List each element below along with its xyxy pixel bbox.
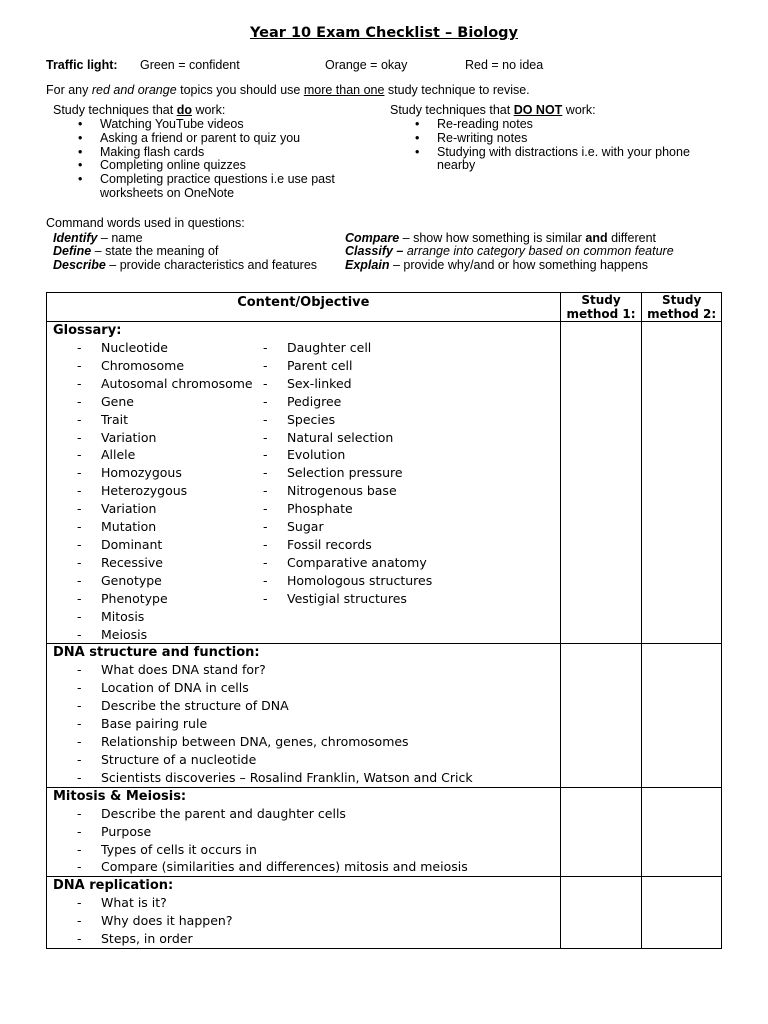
list-item-text: Homologous structures: [287, 572, 433, 588]
revise-note: [46, 83, 530, 97]
list-item: [77, 733, 560, 751]
do-not-work-heading-post: work:: [562, 103, 596, 117]
dash-bullet-icon: -: [77, 680, 82, 696]
section-title: Glossary:: [53, 323, 122, 338]
dash-bullet-icon: -: [77, 572, 82, 588]
do-work-item: Completing online quizzes: [100, 158, 246, 173]
document-title: Year 10 Exam Checklist – Biology: [249, 25, 519, 41]
list-item-text: Base pairing rule: [101, 716, 208, 732]
dna-structure-cell: [47, 644, 561, 787]
do-work-item-continued: worksheets on OneNote: [100, 185, 235, 200]
command-term: Describe: [53, 258, 106, 272]
list-item-text: Variation: [101, 429, 157, 445]
do-not-work-list: [415, 118, 690, 173]
list-item: [77, 482, 263, 500]
bullet-icon: •: [78, 144, 83, 159]
section-title: Mitosis & Meiosis:: [53, 788, 187, 804]
study-method-2-cell[interactable]: [642, 787, 722, 877]
dash-bullet-icon: -: [77, 393, 82, 409]
list-item: [263, 446, 533, 464]
list-item: [263, 464, 533, 482]
dash-bullet-icon: -: [77, 536, 82, 552]
list-item: [77, 554, 263, 572]
do-work-list: [78, 118, 335, 201]
list-item: [77, 894, 560, 912]
list-item: [77, 429, 263, 447]
list-item: [77, 339, 263, 357]
list-item: [77, 912, 560, 930]
column-header-method-1-line1: Study: [581, 293, 621, 307]
table-row: [47, 877, 722, 949]
list-item: [263, 482, 533, 500]
list-item-text: Describe the structure of DNA: [101, 698, 289, 714]
list-item-text: Trait: [101, 411, 128, 427]
list-item: [77, 841, 560, 859]
list-item-text: Mitosis: [101, 608, 145, 624]
list-item-text: Allele: [101, 447, 136, 463]
dash-bullet-icon: -: [77, 859, 82, 875]
dash-bullet-icon: -: [77, 375, 82, 391]
column-header-method-2-line1: Study: [661, 293, 702, 307]
dash-bullet-icon: -: [77, 751, 82, 767]
list-item: [77, 500, 263, 518]
table-row: [47, 787, 722, 877]
replication-list: [47, 894, 560, 948]
dash-bullet-icon: -: [263, 554, 268, 570]
list-item: [78, 173, 335, 187]
glossary-left-column: [77, 339, 263, 643]
list-item-text: Nucleotide: [101, 340, 168, 355]
list-item: [77, 751, 560, 769]
command-explain: [345, 258, 648, 272]
study-method-1-cell[interactable]: [560, 787, 642, 877]
dash-bullet-icon: -: [77, 662, 82, 678]
dash-bullet-icon: -: [263, 501, 268, 517]
list-item: [263, 375, 533, 393]
list-item: [77, 446, 263, 464]
list-item-text: Purpose: [101, 823, 152, 839]
list-item-text: Heterozygous: [101, 483, 188, 499]
list-item-text: Homozygous: [101, 465, 182, 481]
list-item-text: Structure of a nucleotide: [101, 751, 257, 767]
study-method-2-cell[interactable]: [642, 322, 722, 644]
list-item: [263, 590, 533, 608]
dash-bullet-icon: -: [77, 483, 82, 499]
list-item: [77, 590, 263, 608]
list-item-text: Parent cell: [287, 357, 353, 373]
study-method-1-cell[interactable]: [560, 322, 642, 644]
list-item-text: Sugar: [287, 519, 324, 535]
dash-bullet-icon: -: [77, 734, 82, 750]
do-not-work-heading-pre: Study techniques that: [390, 103, 514, 117]
bullet-icon: •: [415, 144, 420, 159]
list-item-text: Natural selection: [287, 429, 394, 445]
dash-bullet-icon: -: [77, 931, 82, 947]
list-item: [77, 464, 263, 482]
list-item: [263, 393, 533, 411]
command-def: different: [607, 231, 657, 245]
dash-bullet-icon: -: [77, 608, 82, 624]
command-def-bold: and: [585, 231, 608, 245]
dash-bullet-icon: -: [77, 357, 82, 373]
list-item: [77, 823, 560, 841]
list-item: [78, 159, 335, 173]
column-header-method-1: [560, 293, 642, 322]
do-not-work-item-continued: nearby: [437, 158, 476, 173]
bullet-icon: •: [78, 158, 83, 173]
list-item: [78, 132, 335, 146]
dash-bullet-icon: -: [77, 411, 82, 427]
traffic-green: Green = confident: [140, 58, 240, 72]
command-def: arrange into category based on common feature: [403, 244, 674, 258]
list-item-text: Phosphate: [287, 501, 353, 517]
do-not-work-item: Re-writing notes: [437, 130, 528, 145]
command-term: Compare: [345, 231, 400, 245]
dash-bullet-icon: -: [77, 769, 82, 785]
list-item-text: Mutation: [101, 519, 157, 535]
command-def: – state the meaning of: [91, 244, 219, 258]
list-item: [77, 411, 263, 429]
list-item-text: What does DNA stand for?: [101, 662, 266, 678]
list-item-text: Relationship between DNA, genes, chromosomes: [101, 734, 409, 750]
list-item: [77, 858, 560, 876]
list-item: [263, 536, 533, 554]
do-work-item: Asking a friend or parent to quiz you: [100, 130, 301, 145]
list-item-text: Types of cells it occurs in: [101, 841, 257, 857]
list-item: [77, 930, 560, 948]
dash-bullet-icon: -: [263, 393, 268, 409]
dash-bullet-icon: -: [77, 698, 82, 714]
list-item-text: What is it?: [101, 895, 167, 911]
list-item: [415, 118, 690, 132]
list-item-text: Vestigial structures: [287, 590, 407, 606]
study-method-2-cell[interactable]: [642, 644, 722, 787]
list-item: [78, 146, 335, 160]
list-item: [77, 608, 263, 626]
study-method-2-cell[interactable]: [642, 877, 722, 949]
traffic-light-label: Traffic light:: [46, 58, 118, 72]
revise-note-mid: topics you should use: [176, 83, 304, 97]
command-def: – provide why/and or how something happens: [389, 258, 648, 272]
revise-note-underlined: more than one: [303, 83, 385, 97]
list-item: [263, 339, 533, 357]
column-header-content: Content/Objective: [47, 293, 561, 322]
command-define: [53, 244, 218, 258]
column-header-method-1-line2: method 1:: [566, 307, 636, 321]
list-item: [415, 159, 690, 173]
list-item: [263, 411, 533, 429]
do-work-item: Making flash cards: [100, 144, 205, 159]
bullet-icon: •: [78, 172, 83, 187]
list-item-text: Recessive: [101, 554, 163, 570]
do-work-heading-post: work:: [191, 103, 226, 117]
do-not-work-heading-emph: DO NOT: [513, 103, 563, 117]
command-classify: [345, 244, 674, 258]
traffic-red: Red = no idea: [465, 58, 544, 72]
list-item-text: Pedigree: [287, 393, 342, 409]
replication-cell: [47, 877, 561, 949]
list-item: [77, 375, 263, 393]
list-item: [77, 715, 560, 733]
do-work-item: Completing practice questions i.e use past: [100, 172, 335, 187]
list-item-text: Scientists discoveries – Rosalind Franklin, Watson and Crick: [101, 769, 473, 785]
do-work-item: Watching YouTube videos: [100, 117, 244, 131]
dash-bullet-icon: -: [263, 519, 268, 535]
dash-bullet-icon: -: [263, 340, 268, 355]
dash-bullet-icon: -: [263, 536, 268, 552]
list-item: [77, 661, 560, 679]
revise-note-italic: red and orange: [91, 83, 177, 97]
list-item-text: Nitrogenous base: [287, 483, 397, 499]
checklist-table: [46, 292, 722, 949]
dash-bullet-icon: -: [77, 841, 82, 857]
list-item-text: Phenotype: [101, 590, 168, 606]
bullet-icon: •: [415, 130, 420, 145]
do-work-heading: [53, 103, 225, 117]
study-method-1-cell[interactable]: [560, 644, 642, 787]
dash-bullet-icon: -: [263, 465, 268, 481]
list-item-text: Fossil records: [287, 536, 372, 552]
list-item-text: Evolution: [287, 447, 346, 463]
dash-bullet-icon: -: [77, 913, 82, 929]
list-item: [77, 518, 263, 536]
list-item-text: Location of DNA in cells: [101, 680, 249, 696]
revise-note-pre: For any: [46, 83, 92, 97]
list-item-text: Gene: [101, 393, 134, 409]
bullet-icon: •: [78, 130, 83, 145]
list-item-text: Autosomal chromosome: [101, 375, 253, 391]
dash-bullet-icon: -: [263, 411, 268, 427]
dash-bullet-icon: -: [77, 519, 82, 535]
command-term: Explain: [345, 258, 390, 272]
do-not-work-item: Studying with distractions i.e. with your phone: [437, 144, 690, 159]
list-item: [77, 679, 560, 697]
dash-bullet-icon: -: [77, 554, 82, 570]
column-header-method-2: [642, 293, 722, 322]
list-item: [77, 769, 560, 787]
list-item-text: Compare (similarities and differences) mitosis and meiosis: [101, 859, 468, 875]
do-not-work-item: Re-reading notes: [437, 117, 533, 131]
glossary-columns: [47, 339, 560, 643]
study-method-1-cell[interactable]: [560, 877, 642, 949]
list-item-text: Daughter cell: [287, 340, 372, 355]
table-row: [47, 322, 722, 644]
column-header-method-2-line2: method 2:: [647, 307, 717, 321]
list-item-text: Genotype: [101, 572, 162, 588]
table-header-row: [47, 293, 722, 322]
list-item: [415, 132, 690, 146]
mitosis-list: [47, 805, 560, 877]
list-item-text: Meiosis: [101, 626, 148, 642]
dash-bullet-icon: -: [263, 572, 268, 588]
list-item-text: Selection pressure: [287, 465, 403, 481]
command-def: – show how something is similar: [399, 231, 586, 245]
list-item: [263, 429, 533, 447]
bullet-icon: •: [415, 117, 420, 131]
dash-bullet-icon: -: [263, 447, 268, 463]
traffic-orange: Orange = okay: [325, 58, 408, 72]
list-item-text: Why does it happen?: [101, 913, 233, 929]
do-work-heading-pre: Study techniques that: [53, 103, 177, 117]
command-def: – name: [97, 231, 143, 245]
list-item: [263, 554, 533, 572]
list-item: [77, 357, 263, 375]
list-item: [77, 572, 263, 590]
dash-bullet-icon: -: [77, 340, 82, 355]
list-item-text: Steps, in order: [101, 931, 193, 947]
list-item-text: Chromosome: [101, 357, 185, 373]
dash-bullet-icon: -: [263, 429, 268, 445]
command-term: Identify: [53, 231, 98, 245]
list-item: [263, 572, 533, 590]
dash-bullet-icon: -: [77, 716, 82, 732]
list-item-text: Sex-linked: [287, 375, 352, 391]
dash-bullet-icon: -: [77, 590, 82, 606]
list-item: [77, 697, 560, 715]
list-item-text: Species: [287, 411, 336, 427]
list-item: [78, 187, 335, 201]
dash-bullet-icon: -: [77, 805, 82, 821]
mitosis-cell: [47, 787, 561, 877]
dash-bullet-icon: -: [263, 375, 268, 391]
section-title: DNA replication:: [53, 878, 174, 894]
section-title: DNA structure and function:: [53, 645, 260, 661]
command-compare: [345, 231, 656, 245]
bullet-icon: •: [78, 117, 83, 131]
list-item: [77, 393, 263, 411]
revise-note-post: study technique to revise.: [384, 83, 530, 97]
dash-bullet-icon: -: [77, 823, 82, 839]
command-term: Classify –: [345, 244, 404, 258]
list-item-text: Variation: [101, 501, 157, 517]
command-def: – provide characteristics and features: [105, 258, 318, 272]
dash-bullet-icon: -: [263, 483, 268, 499]
dash-bullet-icon: -: [263, 357, 268, 373]
dash-bullet-icon: -: [77, 447, 82, 463]
list-item-text: Describe the parent and daughter cells: [101, 805, 346, 821]
dash-bullet-icon: -: [77, 501, 82, 517]
command-words-heading: Command words used in questions:: [46, 216, 245, 230]
list-item: [263, 500, 533, 518]
dash-bullet-icon: -: [77, 465, 82, 481]
list-item: [77, 536, 263, 554]
dna-structure-list: [47, 661, 560, 786]
list-item: [77, 805, 560, 823]
list-item: [263, 357, 533, 375]
list-item: [77, 626, 263, 644]
dash-bullet-icon: -: [77, 895, 82, 911]
command-term: Define: [53, 244, 92, 258]
do-not-work-heading: [390, 103, 596, 117]
command-identify: [53, 231, 143, 245]
do-work-heading-emph: do: [176, 103, 192, 117]
list-item: [78, 118, 335, 132]
list-item-text: Comparative anatomy: [287, 554, 427, 570]
dash-bullet-icon: -: [263, 590, 268, 606]
list-item: [415, 146, 690, 160]
list-item: [263, 518, 533, 536]
glossary-cell: [47, 322, 561, 644]
glossary-right-column: [263, 339, 533, 643]
table-row: [47, 644, 722, 787]
dash-bullet-icon: -: [77, 626, 82, 642]
list-item-text: Dominant: [101, 536, 163, 552]
dash-bullet-icon: -: [77, 429, 82, 445]
command-describe: [53, 258, 317, 272]
